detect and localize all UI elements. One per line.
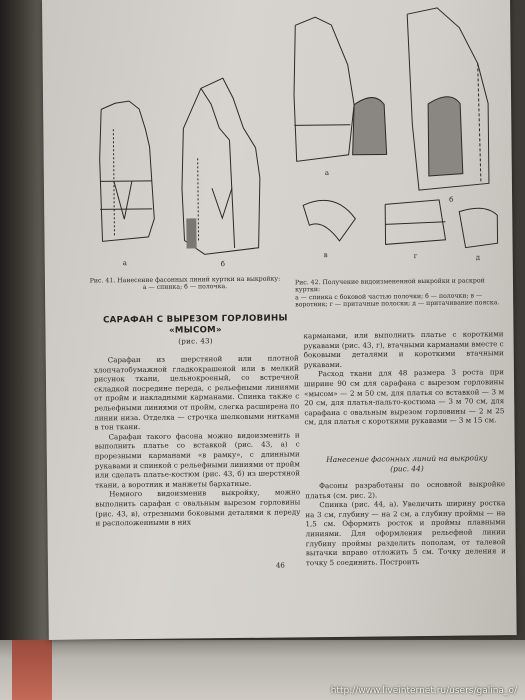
right-paragraph: карманами, или выполнить платье с короткими рукавами (рис. 43, г), втачными карманами вместе с боковыми деталями и короткими втачными рукавами. [303,329,504,370]
figure-42-caption-text: Рис. 42. Получение видоизмененной выкройки и раскрой куртки: [294,277,485,294]
front-dart [212,188,232,218]
front-grainline [198,158,199,240]
figure-41-drawing [83,67,285,269]
left-paragraph: Сарафан такого фасона можно видоизменить и выполнить платье со вставкой (рис. 43, а) с прорезными карманами «в рамку», с длинными рукавами и спинкой с рельефными линиями от пройм или сделать платье-костюм (рис. 43, б) из шерстяной ткани, а воротник и манжеты бархатные. [94,430,301,490]
fig42-strip-line [385,222,445,225]
figure-42-caption [295,277,505,309]
section-heading-ref: (рис. 43) [178,337,213,346]
book-spine-shadow [0,0,48,700]
fig42-label-a: а [324,169,330,178]
fig42-side-shaded [352,97,387,154]
right-paragraph: Спинка (рис. 44, а). Увеличить ширину ростка на 3 см, глубину — на 2 см, а глубину проймы — на 1,5 см. Оформить росток и проймы плавными линиями. Для оформления рельефной линии глубину проймы разделить пополам, от талевой вытачки вправо отложить 5 см. Точку деления и точку 5 соединить. Построить [305,498,506,568]
left-paragraph: Немного видоизменив выкройку, можно выполнить сарафан с овальным вырезом горловины (рис. 43, в), отрезными боковыми деталями к переду и расположенными в них [95,487,301,528]
fig42-waistband [459,208,497,248]
right-paragraph: Расход ткани для 48 размера 3 роста при ширине 90 см для сарафана с вырезом горловины «мысом» — 2 м 50 см, для платья со вставкой — 3 м 20 см, для платья-пальто-костюма — 3 м 70 см, для сарафана с овальным вырезом горловины — 2 м 25 см, для платья с короткими рукавами — 3 м 15 см. [303,367,505,427]
figure-41-legend: а — спинка; б — полочка. [142,283,228,292]
left-paragraph: Сарафан из шерстяной или плотной хлопчатобумажной гладкокрашеной или в мелкий рисунок ткани, цельнокроеный, со встречной складкой посредине переда, с рельефными линиями от пройм и накладными карманами. Спинка также с рельефными линиями от пройм, слегка расширена по линии низа. Отделка — строчка шелковыми нитками в тон ткани. [93,353,300,432]
fig42-label-g: г [413,252,418,261]
figure-41-caption [85,275,285,292]
figure-42-legend: а — спинка с боковой частью полочки; б — полочки; в — воротник; г — притачные полоски; д — притачивание пояска. [295,292,500,309]
fig42-label-b: б [449,195,454,204]
figure-41-caption-text: Рис. 41. Нанесение фасонных линий куртки на выкройку: [89,275,281,285]
fig42-label-d: д [475,253,481,262]
book-page [42,0,517,640]
book-cover-edge [12,640,52,700]
right-paragraph: Фасоны разработаны по основной выкройке платья (см. рис. 2). [305,479,506,500]
right-subheading: Нанесение фасонных линий на выкройку (рис. 44) [326,453,488,473]
fig42-back-hem [294,125,350,126]
back-pattern [99,101,154,242]
fig42-label-v: в [323,251,328,260]
fig42-back-piece [293,17,355,162]
fig42-front-shaded [428,97,463,176]
figure-42-drawing [287,3,505,275]
page-number: 46 [275,561,285,570]
back-dart [114,181,132,219]
figure-41 [83,67,285,269]
fig42-collar [303,200,355,241]
section-heading [95,313,295,348]
section-heading-text: САРАФАН С ВЫРЕЗОМ ГОРЛОВИНЫ «МЫСОМ» [102,313,288,336]
right-column [303,329,504,427]
front-shaded-strip [186,218,196,248]
fig41-label-a: а [122,259,127,268]
figure-42 [287,3,505,275]
front-armhole [201,88,230,140]
back-waistline [100,181,152,182]
right-column-continued [305,479,506,567]
watermark-url: http://www.liveinternet.ru/users/galina_o/ [330,686,517,696]
left-column [94,353,301,528]
fig41-label-b: б [220,260,226,269]
fig42-front-placket [478,63,481,183]
